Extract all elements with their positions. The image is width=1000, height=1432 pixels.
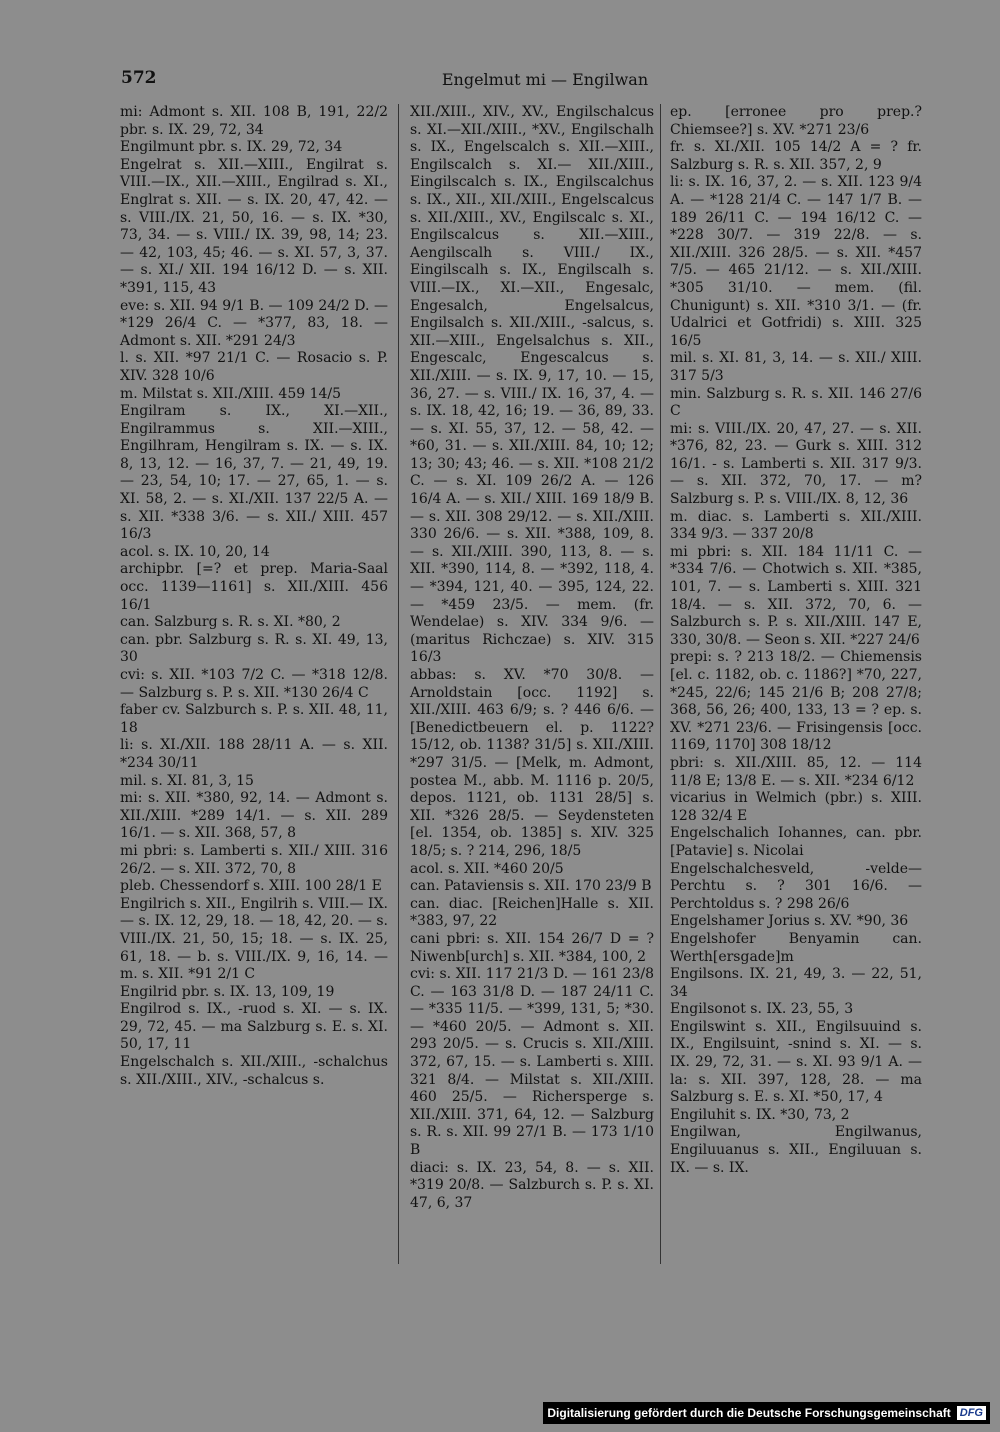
column-3 [670,104,922,1177]
index-entry: diaci: s. IX. 23, 54, 8. — s. XII. *319 20/8. — Salzburch s. P. s. XI. 47, 6, 37 [410,1159,654,1211]
index-entry: m. diac. s. Lamberti s. XII./XIII. 334 9/3. — 337 20/8 [670,508,922,543]
index-entry: can. Salzburg s. R. s. XI. *80, 2 [120,614,341,631]
index-entry: mi: s. XII. *380, 92, 14. — Admont s. XII./XIII. *289 14/1. — s. XII. 289 16/1. — s. XII. 368, 57, 8 [120,790,388,842]
index-entry: can. Pataviensis s. XII. 170 23/9 B [410,878,652,895]
running-head: Engelmut mi — Engilwan [441,70,649,89]
column-divider [660,104,661,1264]
index-entry: Engilswint s. XII., Engilsuuind s. IX., Engilsuint, -snind s. XI. — s. IX. 29, 72, 31. — s. XI. 93 9/1 A. — la: s. XII. 397, 128, 28. — ma Salzburg s. E. s. XI. *50, 17, 4 [670,1018,922,1106]
index-entry: faber cv. Salzburch s. P. s. XII. 48, 11, 18 [120,702,388,736]
index-entry: mi: Admont s. XII. 108 B, 191, 22/2 pbr. s. IX. 29, 72, 34 [120,104,388,138]
index-entry: cvi: s. XII. 117 21/3 D. — 161 23/8 C. — 163 31/8 D. — 187 24/11 C. — *335 11/5. — *399, 131, 5; *30. — *460 20/5. — Admont s. XII. 293 20/5. — s. Crucis s. XII./XIII. 372, 67, 15. — s. Lamberti s. XIII. 321 8/4. — Milstat s. XII./XIII. 460 25/5. — Richersperge s. XII./XIII. 371, 64, 12. — Salzburg s. R. s. XII. 99 27/1 B. — 173 1/10 B [410,966,654,1159]
index-entry: acol. s. IX. 10, 20, 14 [120,543,270,560]
index-entry: Engelshofer Benyamin can. Werth[ersgade]m [670,930,922,965]
index-entry: ep. [erronee pro prep.? Chiemsee?] s. XV. *271 23/6 [670,104,922,138]
index-entry: Engilrid pbr. s. IX. 13, 109, 19 [120,983,335,1000]
index-entry: Engilrod s. IX., -ruod s. XI. — s. IX. 29, 72, 45. — ma Salzburg s. E. s. XI. 50, 17, 11 [120,1001,388,1053]
index-entry: Engelschalich Iohannes, can. pbr. [Patavie] s. Nicolai [670,825,922,859]
index-entry: acol. s. XII. *460 20/5 [410,860,564,877]
page-number: 572 [121,68,157,88]
index-entry: mil. s. XI. 81, 3, 15 [120,772,254,789]
index-entry: Engilsonot s. IX. 23, 55, 3 [670,1001,854,1018]
index-entry: Engelschalchesveld, -velde—Perchtu s. ? 301 16/6. — Perchtoldus s. ? 298 26/6 [670,860,922,912]
index-entry: cani pbri: s. XII. 154 26/7 D = ? Niwenb[urch] s. XII. *384, 100, 2 [410,930,654,965]
footer-banner [543,1402,990,1424]
index-entry: can. diac. [Reichen]Halle s. XII. *383, 97, 22 [410,895,654,930]
index-entry: eve: s. XII. 94 9/1 B. — 109 24/2 D. — *129 26/4 C. — *377, 83, 18. — Admont s. XII. *291 24/3 [120,297,388,349]
index-entry: Engiluhit s. IX. *30, 73, 2 [670,1106,850,1123]
index-entry: vicarius in Welmich (pbr.) s. XIII. 128 32/4 E [670,790,922,824]
dfg-logo-icon: DFG [957,1406,986,1420]
index-entry: li: s. IX. 16, 37, 2. — s. XII. 123 9/4 A. — *128 21/4 C. — 147 1/7 B. — 189 26/11 C. — 194 16/12 C. — *228 30/7. — 319 22/8. — s. XII./XIII. 326 28/5. — s. XII. *457 7/5. — 465 21/12. — s. XII./XIII. *305 31/10. — mem. (fil. Chunigunt) s. XII. *310 3/1. — (fr. Udalrici et Gotfridi) s. XIII. 325 16/5 [670,174,922,349]
index-entry: Engelschalch s. XII./XIII., -schalchus s. XII./XIII., XIV., -schalcus s. [120,1054,388,1088]
index-entry: pleb. Chessendorf s. XIII. 100 28/1 E [120,878,382,895]
index-entry: can. pbr. Salzburg s. R. s. XI. 49, 13, 30 [120,631,388,666]
column-1 [120,104,388,1089]
index-entry: mil. s. XI. 81, 3, 14. — s. XII./ XIII. 317 5/3 [670,350,922,384]
index-entry: fr. s. XI./XII. 105 14/2 A = ? fr. Salzburg s. R. s. XII. 357, 2, 9 [670,139,922,173]
index-entry: Engilsons. IX. 21, 49, 3. — 22, 51, 34 [670,966,922,1000]
index-entry: prepi: s. ? 213 18/2. — Chiemensis [el. c. 1182, ob. c. 1186?] *70, 227, *245, 22/6; 145 21/6 B; 208 27/8; 368, 56, 26; 400, 133, 13 = ? ep. s. XV. *271 23/6. — Frisingensis [occ. 1169, 1170] 308 18/12 [670,649,922,754]
index-entry: Engilwan, Engilwanus, Engiluuanus s. XII., Engiluuan s. IX. — s. IX. [670,1124,922,1176]
index-entry: min. Salzburg s. R. s. XII. 146 27/6 C [670,385,922,420]
index-entry: archipbr. [=? et prep. Maria-Saal occ. 1139—1161] s. XII./XIII. 456 16/1 [120,561,388,613]
index-entry: m. Milstat s. XII./XIII. 459 14/5 [120,385,342,402]
index-entry: XII./XIII., XIV., XV., Engilschalcus s. XI.—XII./XIII., *XV., Engilschalh s. IX., Engelscalch s. XII.—XIII., Engilscalch s. XI.— XII./XIII., Eingilscalch s. IX., Engilscalchus s. IX., XII., XII./XIII., Engelscalcus s. XII./XIII., XV., Engilscalc s. XI., Engilscalcus s. XII.—XIII., Aengilscalh s. VIII./ IX., Eingilscalh s. IX., Engilscalh s. VIII.—IX., XI.—XII., Engesalc, Engesalch, Engelsalcus, Engilsalch s. XII./XIII., -salcus, s. XII.—XIII., Engelsalchus s. XII., Engescalc, Engescalcus s. XII./XIII. — s. IX. 9, 17, 10. — 15, 36, 27. — s. VIII./ IX. 16, 37, 4. — s. IX. 18, 42, 16; 19. — 36, 89, 33. — s. XI. 55, 37, 12. — 58, 42. — *60, 31. — s. XII./XIII. 84, 10; 12; 13; 30; 43; 46. — s. XII. *108 21/2 C. — s. XI. 109 26/2 A. — 126 16/4 A. — s. XII./ XIII. 169 18/9 B. — s. XII. 308 29/12. — s. XII./XIII. 330 26/6. — s. XII. *388, 109, 8. — s. XII./XIII. 390, 113, 8. — s. XII. *390, 114, 8. — *392, 118, 4. — *394, 121, 40. — 395, 124, 22. — *459 23/5. — mem. (fr. Wendelae) s. XIV. 334 9/6. — (maritus Richczae) s. XIV. 315 16/3 [410,104,654,666]
index-entry: li: s. XI./XII. 188 28/11 A. — s. XII. *234 30/11 [120,737,388,771]
column-divider [398,104,399,1264]
index-entry: Engilram s. IX., XI.—XII., Engilrammus s. XII.—XIII., Engilhram, Hengilram s. IX. — s. IX. 8, 13, 12. — 16, 37, 7. — 21, 49, 19. — 23, 54, 10; 17. — 27, 65, 1. — s. XI. 58, 2. — s. XI./XII. 137 22/5 A. — s. XII. *338 3/6. — s. XII./ XIII. 457 16/3 [120,403,388,543]
index-entry: abbas: s. XV. *70 30/8. — Arnoldstain [occ. 1192] s. XII./XIII. 463 6/9; s. ? 446 6/6. — [Benedictbeuern el. p. 1122? 15/12, ob. 1138? 31/5] s. XII./XIII. *297 31/5. — [Melk, m. Admont, postea M., abb. M. 1116 p. 20/5, depos. 1121, ob. 1131 28/5] s. XII. *326 28/5. — Seydensteten [el. 1354, ob. 1385] s. XIV. 325 18/5; s. ? 214, 296, 18/5 [410,667,654,859]
index-entry: mi pbri: s. XII. 184 11/11 C. — *334 7/6. — Chotwich s. XII. *385, 101, 7. — s. Lamberti s. XIII. 321 18/4. — s. XII. 372, 70, 6. — Salzburch s. P. s. XII./XIII. 147 E, 330, 30/8. — Seon s. XII. *227 24/6 [670,543,922,648]
index-entry: Engelshamer Jorius s. XV. *90, 36 [670,913,909,930]
index-entry: l. s. XII. *97 21/1 C. — Rosacio s. P. XIV. 328 10/6 [120,350,388,384]
index-entry: Engilmunt pbr. s. IX. 29, 72, 34 [120,139,343,156]
index-entry: mi pbri: s. Lamberti s. XII./ XIII. 316 26/2. — s. XII. 372, 70, 8 [120,842,388,877]
footer-text: Digitalisierung gefördert durch die Deutsche Forschungsgemeinschaft [547,1406,951,1420]
index-entry: pbri: s. XII./XIII. 85, 12. — 114 11/8 E; 13/8 E. — s. XII. *234 6/12 [670,754,922,789]
index-entry: Engilrich s. XII., Engilrih s. VIII.— IX. — s. IX. 12, 29, 18. — 18, 42, 20. — s. VIII./IX. 21, 50, 15; 18. — s. IX. 25, 61, 18. — b. s. VIII./IX. 9, 16, 14. — m. s. XII. *91 2/1 C [120,895,388,983]
column-2 [410,104,654,1212]
index-entry: mi: s. VIII./IX. 20, 47, 27. — s. XII. *376, 82, 23. — Gurk s. XIII. 312 16/1. - s. Lamberti s. XII. 317 9/3. — s. XII. 372, 70, 17. — m? Salzburg s. P. s. VIII./IX. 8, 12, 36 [670,420,922,508]
index-entry: cvi: s. XII. *103 7/2 C. — *318 12/8. — Salzburg s. P. s. XII. *130 26/4 C [120,667,388,701]
index-entry: Engelrat s. XII.—XIII., Engilrat s. VIII.—IX., XII.—XIII., Engilrad s. XI., Englrat s. XII. — s. IX. 20, 47, 42. — s. VIII./IX. 21, 50, 16. — s. IX. *30, 73, 34. — s. VIII./ IX. 39, 98, 14; 23. — 42, 103, 45; 46. — s. XI. 57, 3, 37. — s. XI./ XII. 194 16/12 D. — s. XII. *391, 115, 43 [120,156,388,296]
